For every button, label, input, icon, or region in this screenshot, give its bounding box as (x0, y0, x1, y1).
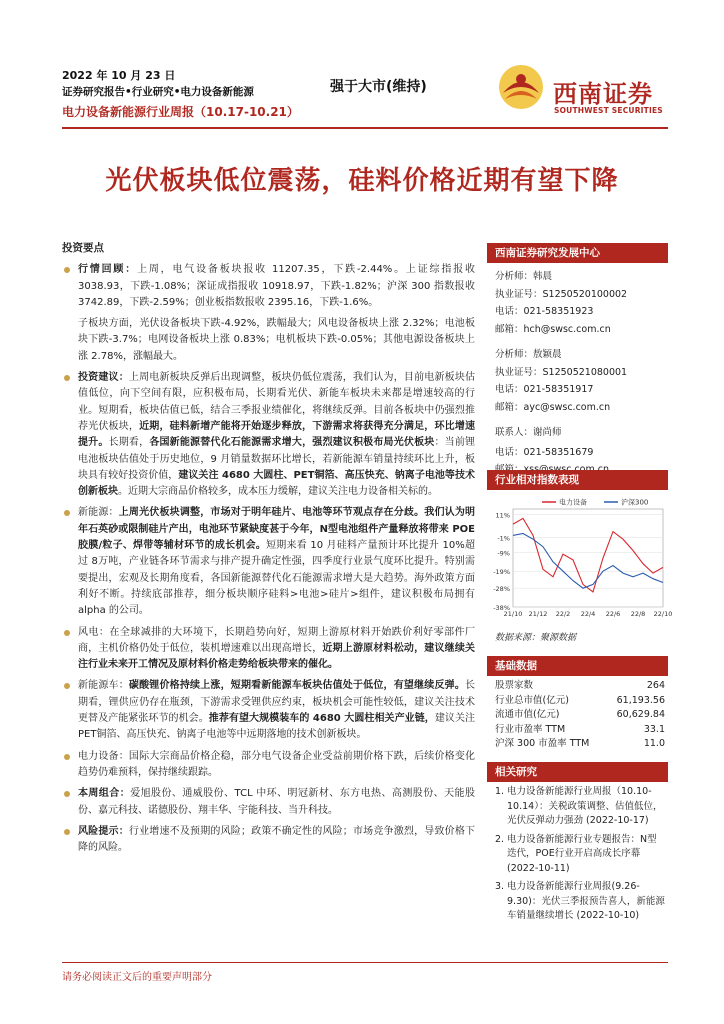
y-tick-label: -19% (493, 568, 510, 577)
related-report-title: 电力设备新能源行业周报（10.10-10.14）：关税政策调整、估值低位，光伏反弹动力强劲 (2022-10-17) (507, 786, 663, 826)
basic-data-row (495, 723, 665, 738)
x-tick-label: 22/6 (605, 610, 621, 618)
sub-sector-paragraph: 子板块方面，光伏设备板块下跌-4.92%，跌幅最大；风电设备板块上涨 2.32%；电池板块下跌-3.7%；电网设备板块上涨 0.83%；电机板块下跌-0.05%；其他电源设备板块上涨 2.78%，涨幅最大。 (78, 318, 475, 362)
related-report-item[interactable] (495, 833, 665, 877)
x-tick-label: 21/10 (503, 610, 523, 618)
basic-data-value: 33.1 (643, 723, 665, 735)
basic-data-value: 264 (646, 680, 665, 691)
x-tick-label: 22/2 (555, 610, 571, 618)
x-tick-label: 22/10 (653, 610, 673, 618)
x-tick-label: 21/12 (528, 610, 548, 618)
analyst-email[interactable]: 邮箱：ayc@swsc.com.cn (495, 401, 611, 413)
investment-summary (62, 240, 475, 861)
logo-english: SOUTHWEST SECURITIES (554, 106, 663, 115)
series-line-0 (513, 518, 663, 592)
bullet-wind-power: 风电：在全球减排的大环境下，长期趋势向好，短期上游原材料开始跌价利好零部件厂商，主机价格仍处于低位，装机增速难以出现高增长，近期上游原材料松动，建议继续关注行业未来开工情况及原材料价格走势给板块带来的催化。 (62, 625, 475, 674)
index-performance-heading: 行业相对指数表现 (487, 470, 668, 490)
disclaimer-note[interactable]: 请务必阅读正文后的重要声明部分 (62, 972, 212, 983)
research-center-heading: 西南证券研究发展中心 (487, 243, 668, 263)
basic-data-row (495, 679, 665, 694)
bullet-portfolio: 本周组合：爱旭股份、通威股份、TCL 中环、明冠新材、东方电热、高测股份、天能股份、嘉元科技、诺德股份、翔丰华、宇能科技、当升科技。 (62, 786, 475, 819)
basic-data-key: 行业市盈率 TTM (495, 723, 566, 735)
analyst-contacts (495, 268, 665, 479)
basic-data-table (495, 679, 665, 752)
analyst-phone: 电话：021-58351917 (495, 384, 594, 395)
bullet-dot-icon (64, 630, 70, 636)
chart-frame (513, 509, 663, 607)
analyst-phone: 电话：021-58351923 (495, 306, 594, 317)
bullet-market-review: 行情回顾：上周，电气设备板块报收 11207.35，下跌-2.44%。上证综指报收 3038.93，下跌-1.08%；深证成指报收 10918.97，下跌-1.82%；沪深 300 指数报收 3742.89，下跌-2.59%；创业板指数报收 2395.16，下跌-1.6%。 (62, 262, 475, 311)
basic-data-row (495, 694, 665, 709)
bullet-dot-icon (64, 510, 70, 516)
bullet-dot-icon (64, 791, 70, 797)
related-research-heading: 相关研究 (487, 762, 668, 782)
header-divider (62, 127, 668, 129)
relative-index-chart (487, 495, 673, 625)
basic-data-key: 沪深 300 市盈率 TTM (495, 738, 590, 749)
chart-source: 数据来源：聚源数据 (495, 633, 577, 643)
bullet-investment-advice: 投资建议：上周电新板块反弹后出现调整，板块仍低位震荡，我们认为，目前电新板块估值低位，向下空间有限，应积极布局，长期看光伏、新能车板块未来都是增速较高的行业。短期看，板块估值已低，结合三季报业绩催化，将继续反弹。目前各板块中仍强烈推荐光伏板块，近期，硅料新增产能将开始逐步释放，下游需求将获得充分满足，环比增速提升。长期看，各国新能源替代化石能源需求增大，强烈建议积极布局光伏板块：当前锂电池板块估值处于历史地位，9 月销量数据环比增长，若新能源车销量持续环比上升，板块具有较好投资价值，建议关注 4680 大圆柱、PET铜箔、高压快充、钠离子电池等技术创新板块。近期大宗商品价格较多，成本压力缓解，建议关注电力设备相关标的。 (62, 370, 475, 500)
basic-data-key: 行业总市值(亿元) (495, 694, 569, 706)
bullet-dot-icon (64, 267, 70, 273)
x-tick-label: 22/8 (630, 610, 646, 618)
basic-data-value: 61,193.56 (616, 694, 665, 706)
analyst-cert: 执业证号：S1250521080001 (495, 366, 628, 378)
related-report-number: 1. (495, 786, 505, 797)
basic-data-value: 60,629.84 (616, 709, 665, 720)
y-tick-label: -1% (497, 534, 510, 543)
related-report-title: 电力设备新能源行业专题报告：N型迭代，POE行业开启高成长序幕 (2022-10-11) (507, 833, 657, 874)
related-report-title: 电力设备新能源行业周报(9.26-9.30)：光伏三季报预告喜人，新能源车销量继续增长 (2022-10-10) (507, 881, 665, 921)
bullet-dot-icon (64, 375, 70, 381)
report-date: 2022 年 10 月 23 日 (62, 69, 176, 82)
rating: 强于大市(维持) (330, 79, 427, 95)
bullet-risk: 风险提示：行业增速不及预期的风险；政策不确定性的风险；市场竞争激烈，导致价格下降的风险。 (62, 824, 475, 857)
analyst-email[interactable]: 邮箱：hch@swsc.com.cn (495, 323, 611, 335)
section-heading: 投资要点 (62, 242, 104, 254)
related-report-item[interactable] (495, 880, 665, 924)
y-tick-label: -9% (497, 549, 510, 558)
related-report-number: 2. (495, 833, 505, 845)
basic-data-value: 11.0 (643, 738, 665, 749)
analyst-name: 分析师：敖颖晨 (495, 349, 562, 360)
basic-data-key: 流通市值(亿元) (495, 709, 560, 720)
y-tick-label: -28% (493, 585, 510, 594)
analyst-cert: 执业证号：S1250520100002 (495, 288, 628, 300)
basic-data-row (495, 737, 665, 752)
bullet-ev: 新能源车：碳酸锂价格持续上涨，短期看新能源车板块估值处于低位，有望继续反弹。长期看，锂供应仍存在瓶颈，下游需求受锂供应约束，板块机会可能性较低，建议关注技术更替及产能紧张环节的机会。推荐有望大规模装车的 4680 大圆柱相关产业链，建议关注 PET铜箔、高压快充、钠离子电池等中远期落地的技术创新板块。 (62, 678, 475, 743)
logo-icon (497, 63, 545, 111)
report-series: 电力设备新能源行业周报（10.17-10.21） (62, 105, 299, 119)
bullet-power-equipment: 电力设备：国际大宗商品价格企稳，部分电气设备企业受益前期价格下跌，后续价格变化趋势仍难预料，保持继续跟踪。 (62, 749, 475, 782)
related-report-item[interactable] (495, 785, 665, 829)
analyst-name: 分析师：韩晨 (495, 271, 553, 282)
bullet-dot-icon (64, 683, 70, 689)
y-tick-label: -38% (493, 604, 510, 612)
contact-name: 联系人：谢尚师 (495, 427, 562, 438)
footer-divider (62, 962, 668, 963)
y-tick-label: 11% (495, 511, 510, 520)
x-tick-label: 22/4 (580, 610, 596, 618)
bullet-dot-icon (64, 754, 70, 760)
basic-data-row (495, 708, 665, 723)
basic-data-key: 股票家数 (495, 680, 534, 691)
bullet-new-energy: 新能源：上周光伏板块调整，市场对于明年硅片、电池等环节观点存在分歧。我们认为明年石英砂或限制硅片产出，电池环节紧缺度甚于今年，N型电池组件产量释放将带来 POE胶膜/粒子、焊带等辅材环节的成长机会。短期来看 10 月硅料产量预计环比提升 10%超过 8万吨，产业链各环节需求与排产提升确定性强，四季度行业景气度环比提升。特别需要提出，宏观及长期角度看，各国新能源替代化石能源需求增大是大趋势。海外政策方面利好不断。持续底部推荐，细分板块顺序硅料>电池>硅片>组件，建议积极布局拥有 alpha 的公司。 (62, 505, 475, 619)
legend-label: 电力设备 (559, 498, 587, 507)
basic-data-heading: 基础数据 (487, 656, 668, 676)
bullet-dot-icon (64, 829, 70, 835)
related-research-list (495, 785, 665, 928)
legend-label: 沪深300 (621, 498, 649, 507)
logo-text: 西南证券 (553, 80, 653, 108)
report-category: 证券研究报告•行业研究•电力设备新能源 (62, 86, 254, 98)
page-title: 光伏板块低位震荡，硅料价格近期有望下降 (105, 166, 619, 196)
contact-phone: 电话：021-58351679 (495, 446, 594, 458)
related-report-number: 3. (495, 881, 505, 892)
